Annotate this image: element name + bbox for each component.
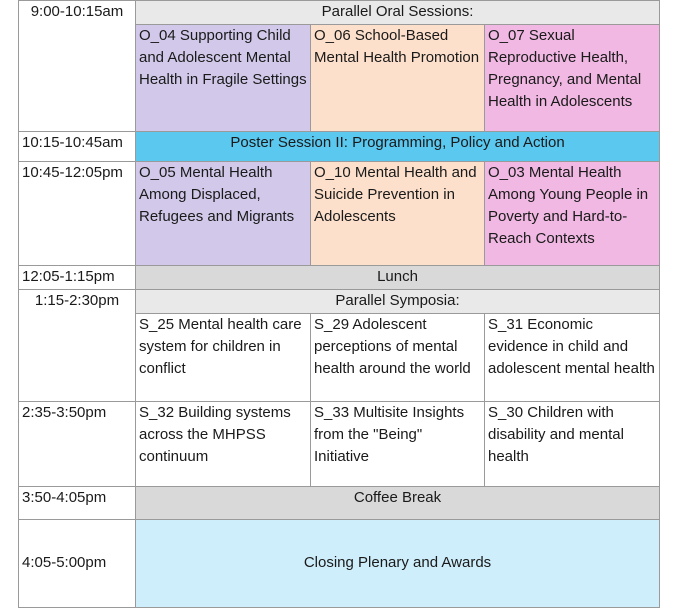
table-row [19,290,660,314]
time-cell: 1:15-2:30pm [19,290,136,402]
parallel-symposia-header: Parallel Symposia: [136,290,660,314]
session-cell: O_10 Mental Health and Suicide Prevention in Adolescents [311,162,485,266]
time-cell: 2:35-3:50pm [19,402,136,487]
closing-plenary-cell: Closing Plenary and Awards [136,520,660,608]
time-cell: 9:00-10:15am [19,1,136,132]
schedule-table [18,0,660,608]
session-cell: S_30 Children with disability and mental health [485,402,660,487]
table-row [19,132,660,162]
session-cell: O_06 School-Based Mental Health Promotion [311,25,485,132]
table-row [19,520,660,608]
session-cell: O_03 Mental Health Among Young People in Poverty and Hard-to-Reach Contexts [485,162,660,266]
session-cell: S_29 Adolescent perceptions of mental health around the world [311,314,485,402]
table-row [19,266,660,290]
session-cell: O_05 Mental Health Among Displaced, Refugees and Migrants [136,162,311,266]
table-row [19,162,660,266]
table-row [19,402,660,487]
session-cell: O_07 Sexual Reproductive Health, Pregnancy, and Mental Health in Adolescents [485,25,660,132]
session-cell: S_25 Mental health care system for children in conflict [136,314,311,402]
time-cell: 4:05-5:00pm [19,520,136,608]
lunch-cell: Lunch [136,266,660,290]
session-cell: S_31 Economic evidence in child and adolescent mental health [485,314,660,402]
time-cell: 12:05-1:15pm [19,266,136,290]
parallel-oral-sessions-header: Parallel Oral Sessions: [136,1,660,25]
coffee-break-cell: Coffee Break [136,487,660,520]
poster-session-cell: Poster Session II: Programming, Policy and Action [136,132,660,162]
table-row [19,1,660,25]
session-cell: S_32 Building systems across the MHPSS continuum [136,402,311,487]
session-cell: S_33 Multisite Insights from the "Being" Initiative [311,402,485,487]
time-cell: 10:45-12:05pm [19,162,136,266]
session-cell: O_04 Supporting Child and Adolescent Mental Health in Fragile Settings [136,25,311,132]
table-row [19,487,660,520]
time-cell: 3:50-4:05pm [19,487,136,520]
time-cell: 10:15-10:45am [19,132,136,162]
